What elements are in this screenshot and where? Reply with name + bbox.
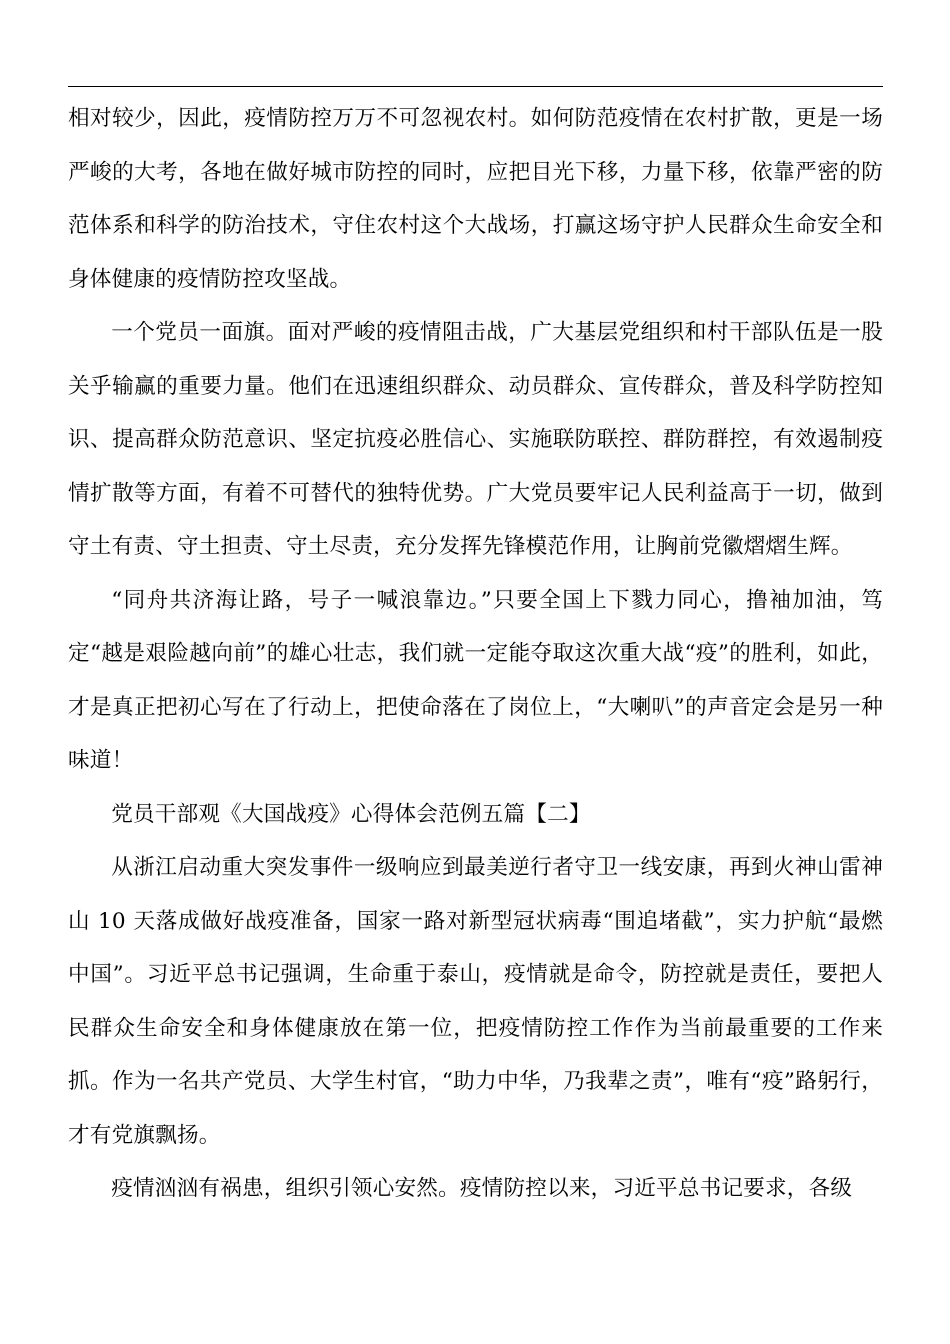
header-rule [68,86,883,87]
paragraph-6: 疫情汹汹有祸患，组织引领心安然。疫情防控以来，习近平总书记要求，各级 [111,1176,853,1201]
paragraph-2: 一个党员一面旗。面对严峻的疫情阻击战，广大基层党组织和村干部队伍是一股关乎输赢的重要力量。他们在迅速组织群众、动员群众、宣传群众，普及科学防控知识、提高群众防范意识、坚定抗疫必胜信心、实施联防联控、群防群控，有效遏制疫情扩散等方面，有着不可替代的独特优势。广大党员要牢记人民利益高于一切，做到守土有责、守土担责、守土尽责，充分发挥先锋模范作用，让胸前党徽熠熠生辉。 [68,320,883,559]
paragraph-1: 相对较少，因此，疫情防控万万不可忽视农村。如何防范疫情在农村扩散，更是一场严峻的大考，各地在做好城市防控的同时，应把目光下移，力量下移，依靠严密的防范体系和科学的防治技术，守住农村这个大战场，打赢这场守护人民群众生命安全和身体健康的疫情防控攻坚战。 [68,106,883,292]
section-heading: 党员干部观《大国战疫》心得体会范例五篇【二】 [111,801,591,827]
paragraph-3: “同舟共济海让路，号子一喊浪靠边。”只要全国上下戮力同心，撸袖加油，笃定“越是艰险越向前”的雄心壮志，我们就一定能夺取这次重大战“疫”的胜利，如此，才是真正把初心写在了行动上，把使命落在了岗位上，“大喇叭”的声音定会是另一种味道！ [68,587,883,773]
paragraph-5: 从浙江启动重大突发事件一级响应到最美逆行者守卫一线安康，再到火神山雷神山 10 天落成做好战疫准备，国家一路对新型冠状病毒“围追堵截”，实力护航“最燃中国”。习近平总书记强调，生命重于泰山，疫情就是命令，防控就是责任，要把人民群众生命安全和身体健康放在第一位，把疫情防控工作作为当前最重要的工作来抓。作为一名共产党员、大学生村官，“助力中华，乃我辈之责”，唯有“疫”路躬行，才有党旗飘扬。 [68,855,883,1148]
document-body [68,92,883,1216]
